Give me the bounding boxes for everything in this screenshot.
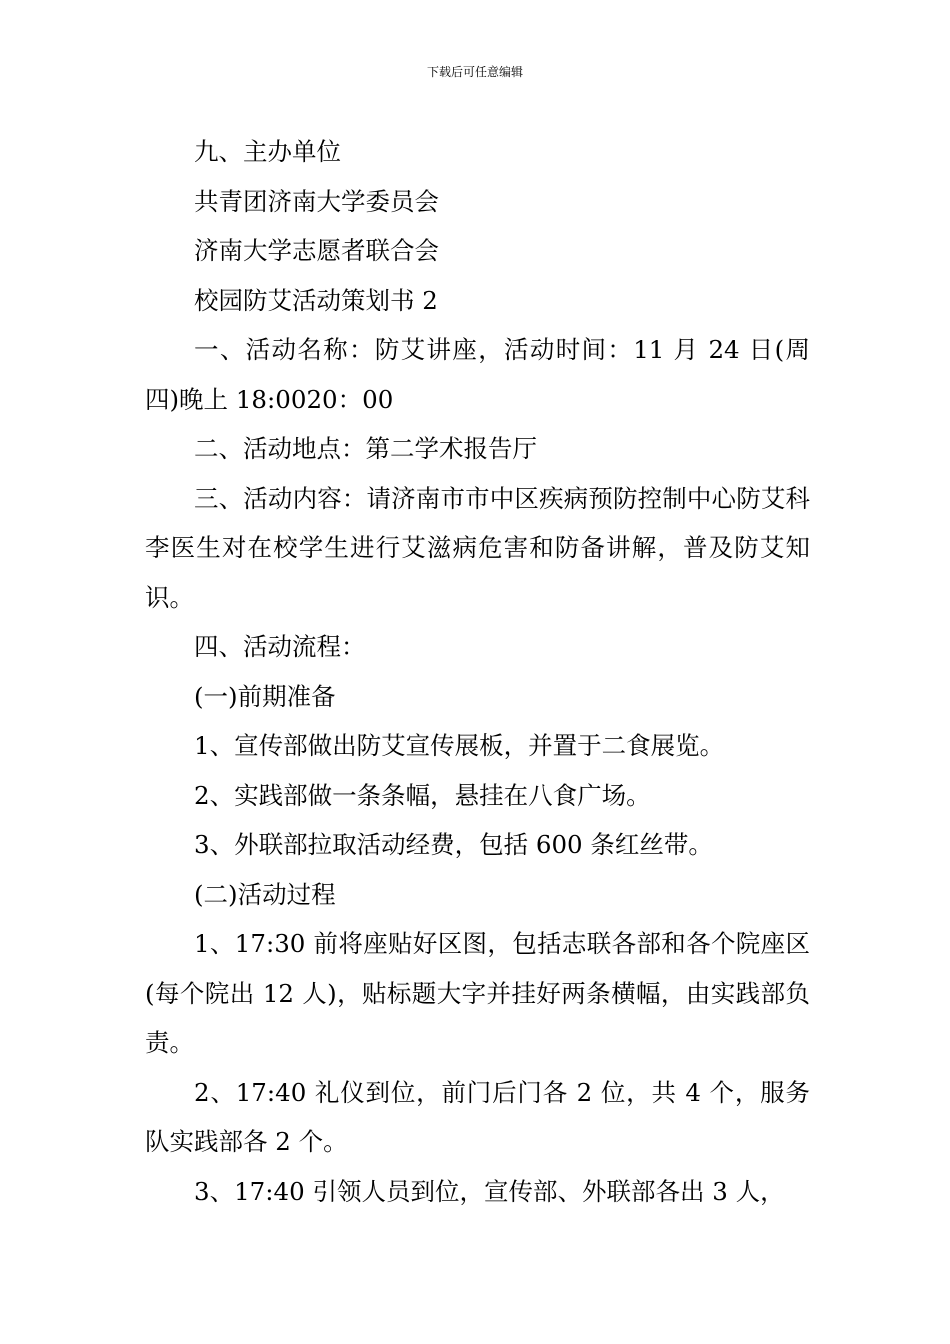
paragraph: 校园防艾活动策划书 2	[194, 285, 438, 315]
paragraph: (二)活动过程	[194, 879, 336, 909]
paragraph: 2、实践部做一条条幅，悬挂在八食广场。	[194, 780, 651, 810]
paragraph: (一)前期准备	[194, 681, 336, 711]
paragraph: 四、活动流程：	[194, 632, 366, 661]
paragraph: 1、17:30 前将座贴好区图，包括志联各部和各个院座区(每个院出 12 人)，贴标题大字并挂好两条横幅，由实践部负责。	[145, 929, 810, 1057]
paragraph: 三、活动内容：请济南市市中区疾病预防控制中心防艾科李医生对在校学生进行艾滋病危害和防备讲解，普及防艾知识。	[145, 483, 810, 612]
paragraph: 二、活动地点：第二学术报告厅	[194, 434, 537, 463]
document-body	[145, 127, 810, 1216]
paragraph: 九、主办单位	[194, 137, 341, 166]
paragraph: 3、17:40 引领人员到位，宣传部、外联部各出 3 人，	[194, 1176, 785, 1206]
paragraph: 共青团济南大学委员会	[194, 186, 439, 216]
paragraph: 一、活动名称：防艾讲座，活动时间：11 月 24 日(周四)晚上 18:0020：00	[145, 335, 810, 414]
paragraph: 3、外联部拉取活动经费，包括 600 条红丝带。	[194, 830, 713, 859]
paragraph: 2、17:40 礼仪到位，前门后门各 2 位，共 4 个，服务队实践部各 2 个。	[145, 1077, 810, 1156]
paragraph: 济南大学志愿者联合会	[194, 236, 439, 265]
page-header-note: 下载后可任意编辑	[426, 65, 523, 79]
paragraph: 1、宣传部做出防艾宣传展板，并置于二食展览。	[194, 731, 725, 760]
